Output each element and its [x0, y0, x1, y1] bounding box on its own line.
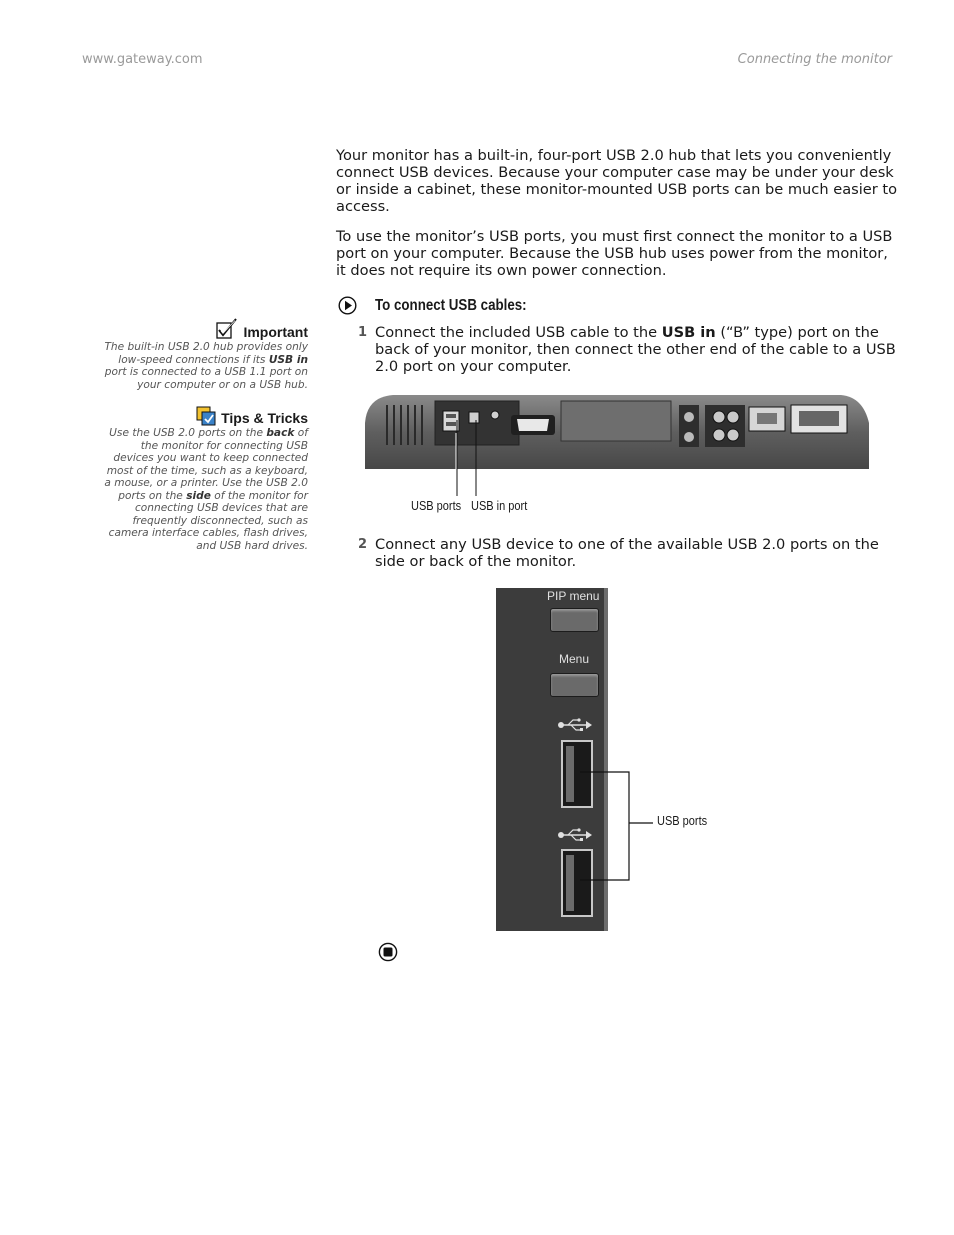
- pip-menu-button: [550, 608, 599, 632]
- step-1: [358, 324, 898, 375]
- step-2: [358, 536, 898, 570]
- tips-title: Tips & Tricks: [221, 410, 308, 426]
- caption-usb-in-port: USB in port: [471, 499, 528, 513]
- tips-note: [98, 406, 308, 552]
- procedure-heading: [338, 296, 551, 315]
- important-title: Important: [243, 324, 308, 340]
- end-procedure-stop-icon: [378, 942, 398, 962]
- important-text: The built-in USB 2.0 hub provides only low-speed connections if its USB in port is connected to a USB 1.1 port on your computer or on a USB hub.: [104, 341, 308, 391]
- intro-paragraph-2: To use the monitor’s USB ports, you must first connect the monitor to a USB port on your computer. Because the USB hub uses power from the monitor, it does not require its own power connection.: [336, 228, 893, 279]
- step-number: 2: [358, 537, 368, 552]
- header-site-url: www.gateway.com: [82, 52, 203, 67]
- step-text: Connect any USB device to one of the available USB 2.0 ports on the side or back of the monitor.: [375, 536, 879, 570]
- caption-usb-ports-back: USB ports: [411, 499, 462, 513]
- tips-tricks-icon: [196, 406, 217, 426]
- step-text: Connect the included USB cable to the USB in (“B” type) port on the back of your monitor, then connect the other end of the cable to a USB 2.0 port on your computer.: [375, 324, 896, 375]
- caption-usb-ports-side: USB ports: [657, 814, 708, 828]
- tips-text: Use the USB 2.0 ports on the back of the monitor for connecting USB devices you want to keep connected most of the time, such as a keyboard, a mouse, or a printer. Use the USB 2.0 ports on the side of the monitor for connecting USB devices that are frequently disconnected, such as camera interface cables, flash drives, and USB hard drives.: [104, 427, 308, 552]
- play-arrow-icon: [338, 296, 357, 315]
- callout-lines-back: [440, 420, 500, 498]
- header-section-title: Connecting the monitor: [737, 52, 892, 67]
- usb-symbol-icon: [557, 718, 593, 732]
- pip-menu-label: PIP menu: [547, 589, 600, 603]
- menu-button: [550, 673, 599, 697]
- intro-paragraph-1: Your monitor has a built-in, four-port USB 2.0 hub that lets you conveniently connect USB devices. Because your computer case may be under your desk or inside a cabinet, these monitor-mounted USB ports can be much easier to access.: [336, 147, 898, 215]
- step-number: 1: [358, 325, 368, 340]
- callout-bracket-side: [580, 770, 655, 882]
- procedure-title: To connect USB cables:: [375, 296, 527, 314]
- checkmark-note-icon: [215, 318, 239, 340]
- important-note: [98, 318, 308, 391]
- menu-label: Menu: [559, 652, 590, 666]
- usb-in-label: USB in: [661, 324, 716, 341]
